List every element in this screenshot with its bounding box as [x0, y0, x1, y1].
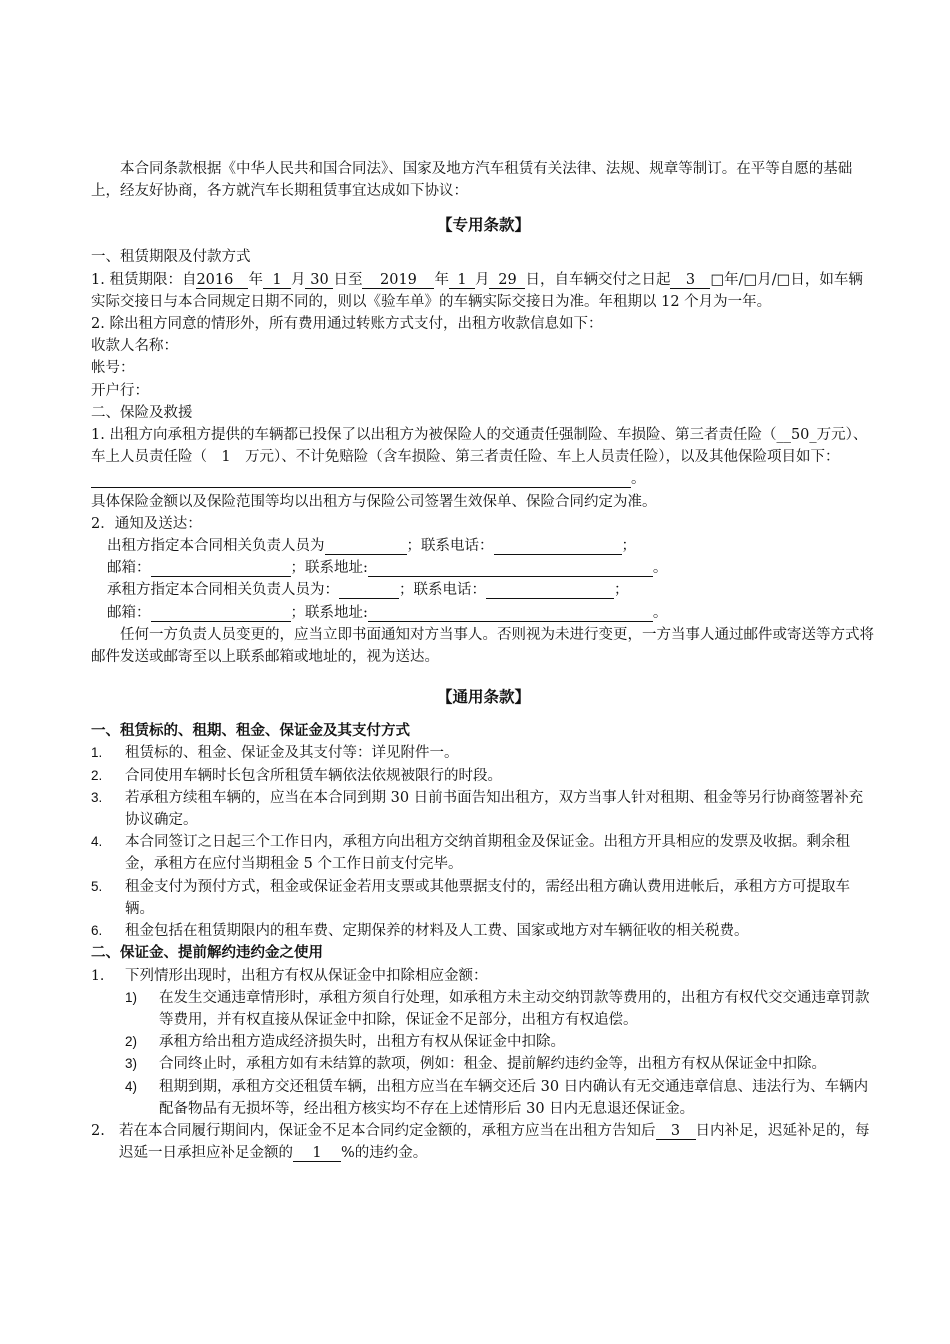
lessee-address-field — [368, 605, 653, 622]
term-label: 1. 租赁期限：自 — [91, 271, 197, 288]
deposit-deduction-item: 1. 下列情形出现时，出租方有权从保证金中扣除相应金额： — [91, 967, 488, 984]
section-insurance-title: 二、保险及救援 — [91, 404, 193, 421]
payment-method: 2. 除出租方同意的情形外，所有费用通过转账方式支付，出租方收款信息如下： — [91, 316, 603, 333]
contract-page — [91, 158, 876, 1164]
sub-list-item: 3) 合同终止时，承租方如有未结算的款项，例如：租金、提前解约违约金等，出租方有权从保证金中扣除。 — [125, 1056, 826, 1073]
topup-days-field: 3 — [656, 1123, 696, 1140]
end-year-field: 2019 — [362, 272, 434, 289]
penalty-percent-field: 1 — [293, 1145, 341, 1162]
special-terms-title: 【专用条款】 — [436, 215, 530, 235]
lessor-phone-field — [494, 538, 622, 555]
general-section-1-title: 一、租赁标的、租期、租金、保证金及其支付方式 — [91, 722, 410, 740]
end-day-field: 29 — [489, 272, 525, 289]
deposit-topup-item: 2. 若在本合同履行期间内，保证金不足本合同约定金额的，承租方应当在出租方告知后 3 日内补足，迟延补足的，每迟延一日承担应补足金额的 1 %的违约金。 — [91, 1122, 870, 1162]
sub-list-item: 4) 租期到期，承租方交还租赁车辆，出租方应当在车辆交还后 30 日内确认有无交通违章信息、违法行为、车辆内配备物品有无损坏等，经出租方核实均不存在上述情形后 30 日内无息退还保证金。 — [125, 1078, 869, 1117]
list-item: 3. 若承租方续租车辆的，应当在本合同到期 30 日前书面告知出租方，双方当事人针对租期、租金等另行协商签署补充协议确定。 — [91, 789, 864, 829]
sub-list-item: 2) 承租方给出租方造成经济损失时，出租方有权从保证金中扣除。 — [125, 1034, 565, 1051]
lessor-email-line: 邮箱： ；联系地址: 。 — [107, 560, 668, 577]
bank-label: 开户行： — [91, 382, 149, 399]
passenger-liability-amount: 1 — [221, 449, 231, 466]
start-month-field: 1 — [263, 272, 291, 289]
lease-term-paragraph: 1. 租赁期限：自2016 年 1 月 30 日至 2019 年 1 月 29 日，自车辆交付之日起 3 □年/□月/□日，如车辆实际交接日与本合同规定日期不同的，则以《验车单》的车辆实际交接日为准。年租期以 12 个月为一年。 — [91, 271, 863, 310]
contact-change-note: 任何一方负责人员变更的，应当立即书面通知对方当事人。否则视为未进行变更，一方当事人通过邮件或寄送等方式将邮件发送或邮寄至以上联系邮箱或地址的，视为送达。 — [91, 626, 874, 666]
start-year-field: 2016 — [196, 272, 248, 289]
general-terms-title: 【通用条款】 — [436, 687, 530, 707]
lessee-phone-field — [486, 582, 614, 599]
account-number-label: 帐号： — [91, 360, 135, 377]
lessee-person-field — [339, 582, 399, 599]
lessee-email-field — [151, 605, 291, 622]
start-day-field: 30 — [305, 272, 333, 289]
lessee-email-line: 邮箱： ；联系地址: 。 — [107, 604, 668, 621]
intro-paragraph: 本合同条款根据《中华人民共和国合同法》、国家及地方汽车租赁有关法律、法规、规章等制订。在平等自愿的基础上，经友好协商，各方就汽车长期租赁事宜达成如下协议： — [91, 161, 853, 200]
notice-title: 2．通知及送达： — [91, 515, 202, 532]
period-count-field: 3 — [670, 272, 710, 289]
third-party-amount: __50_ — [776, 427, 817, 444]
section-term-title: 一、租赁期限及付款方式 — [91, 249, 251, 266]
general-section-2-title: 二、保证金、提前解约违约金之使用 — [91, 944, 323, 962]
list-item: 4. 本合同签订之日起三个工作日内，承租方向出租方交纳首期租金及保证金。出租方开具相应的发票及收据。剩余租金，承租方在应付当期租金 5 个工作日前支付完毕。 — [91, 834, 850, 873]
sub-list-item: 1) 在发生交通违章情形时，承租方须自行处理，如承租方未主动交纳罚款等费用的，出租方有权代交交通违章罚款等费用，并有权直接从保证金中扣除，保证金不足部分，出租方有权追偿。 — [125, 989, 870, 1028]
lessor-email-field — [151, 560, 291, 577]
lessor-address-field — [368, 560, 653, 577]
other-insurance-field — [91, 471, 631, 488]
lessor-contact-line: 出租方指定本合同相关负责人员为 ；联系电话： ； — [107, 538, 636, 555]
lessee-contact-line: 承租方指定本合同相关负责人员为： ；联系电话： ； — [107, 582, 629, 599]
list-item: 6. 租金包括在租赁期限内的租车费、定期保养的材料及人工费、国家或地方对车辆征收的相关税费。 — [91, 923, 749, 940]
insurance-paragraph: 1. 出租方向承租方提供的车辆都已投保了以出租方为被保险人的交通责任强制险、车损险、第三者责任险（__50_万元）、车上人员责任险（ 1 万元）、不计免赔险（含车损险、第三者责任险、车上人员责任险），以及其他保险项目如下： 。 — [91, 427, 868, 488]
payee-name-label: 收款人名称： — [91, 338, 178, 355]
list-item: 1. 租赁标的、租金、保证金及其支付等：详见附件一。 — [91, 745, 459, 762]
end-month-field: 1 — [449, 272, 475, 289]
list-item: 2. 合同使用车辆时长包含所租赁车辆依法依规被限行的时段。 — [91, 767, 502, 784]
insurance-note: 具体保险金额以及保险范围等均以出租方与保险公司签署生效保单、保险合同约定为准。 — [91, 493, 657, 510]
list-item: 5. 租金支付为预付方式，租金或保证金若用支票或其他票据支付的，需经出租方确认费用进帐后，承租方方可提取车辆。 — [91, 878, 850, 917]
lessor-person-field — [325, 538, 407, 555]
